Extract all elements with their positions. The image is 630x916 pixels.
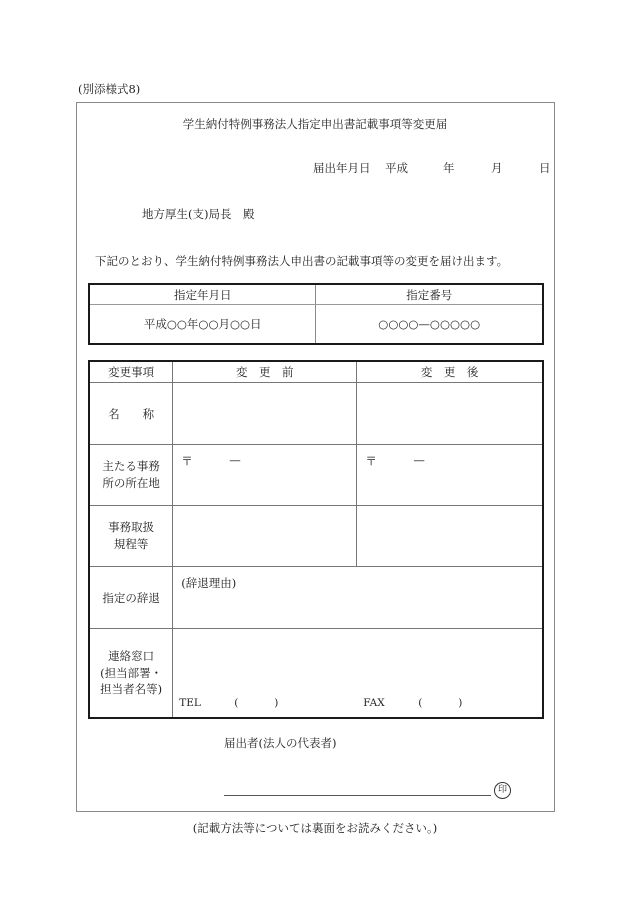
signature-line[interactable] <box>224 795 491 796</box>
address-label: 主たる事務 所の所在地 <box>89 445 173 506</box>
contact-field[interactable]: TEL ( ) FAX ( ) <box>173 629 543 719</box>
decline-label: 指定の辞退 <box>89 567 173 629</box>
name-after-field[interactable] <box>357 383 543 445</box>
contact-label: 連絡窓口 (担当部署・ 担当者名等) <box>89 629 173 719</box>
name-label: 名 称 <box>89 383 173 445</box>
address-before-field[interactable] <box>173 445 357 506</box>
seal-icon: 印 <box>494 782 511 799</box>
year-unit: 年 <box>443 161 455 175</box>
change-item-header: 変更事項 <box>89 361 173 383</box>
postal-dash: — <box>229 453 241 467</box>
era-label: 平成 <box>385 161 408 175</box>
day-unit: 日 <box>539 161 551 175</box>
postal-mark: 〒 <box>181 454 193 468</box>
fax-label: FAX <box>363 697 385 709</box>
rules-after-field[interactable] <box>357 506 543 567</box>
decline-reason-label: (辞退理由) <box>181 576 237 590</box>
month-unit: 月 <box>491 161 503 175</box>
submitter-label: 届出者(法人の代表者) <box>224 736 337 750</box>
before-change-header: 変 更 前 <box>173 361 357 383</box>
table-row <box>89 567 543 629</box>
footnote: (記載方法等については裏面をお読みください。) <box>192 821 438 835</box>
table-row <box>89 383 543 445</box>
table-row <box>89 629 543 719</box>
designation-number-header: 指定番号 <box>316 284 543 305</box>
designation-number-value: ○○○○—○○○○○ <box>316 305 543 345</box>
table-row <box>89 445 543 506</box>
after-change-header: 変 更 後 <box>357 361 543 383</box>
form-number-label: (別添様式8) <box>78 82 141 96</box>
table-header-row <box>89 361 543 383</box>
submission-date-label: 届出年月日 <box>313 161 371 175</box>
rules-label: 事務取扱 規程等 <box>89 506 173 567</box>
addressee: 地方厚生(支)局長 殿 <box>142 207 255 221</box>
name-before-field[interactable] <box>173 383 357 445</box>
postal-mark: 〒 <box>365 454 377 468</box>
form-title: 学生納付特例事務法人指定申出書記載事項等変更届 <box>182 117 448 131</box>
address-after-field[interactable] <box>357 445 543 506</box>
designation-table <box>88 283 544 345</box>
statement-text: 下記のとおり、学生納付特例事務法人申出書の記載事項等の変更を届け出ます。 <box>95 254 509 268</box>
decline-reason-field[interactable] <box>173 567 543 629</box>
designation-date-header: 指定年月日 <box>89 284 316 305</box>
designation-date-value: 平成○○年○○月○○日 <box>89 305 316 345</box>
change-table <box>88 360 544 719</box>
table-row <box>89 506 543 567</box>
postal-dash: — <box>413 453 425 467</box>
rules-before-field[interactable] <box>173 506 357 567</box>
tel-label: TEL <box>179 697 201 709</box>
